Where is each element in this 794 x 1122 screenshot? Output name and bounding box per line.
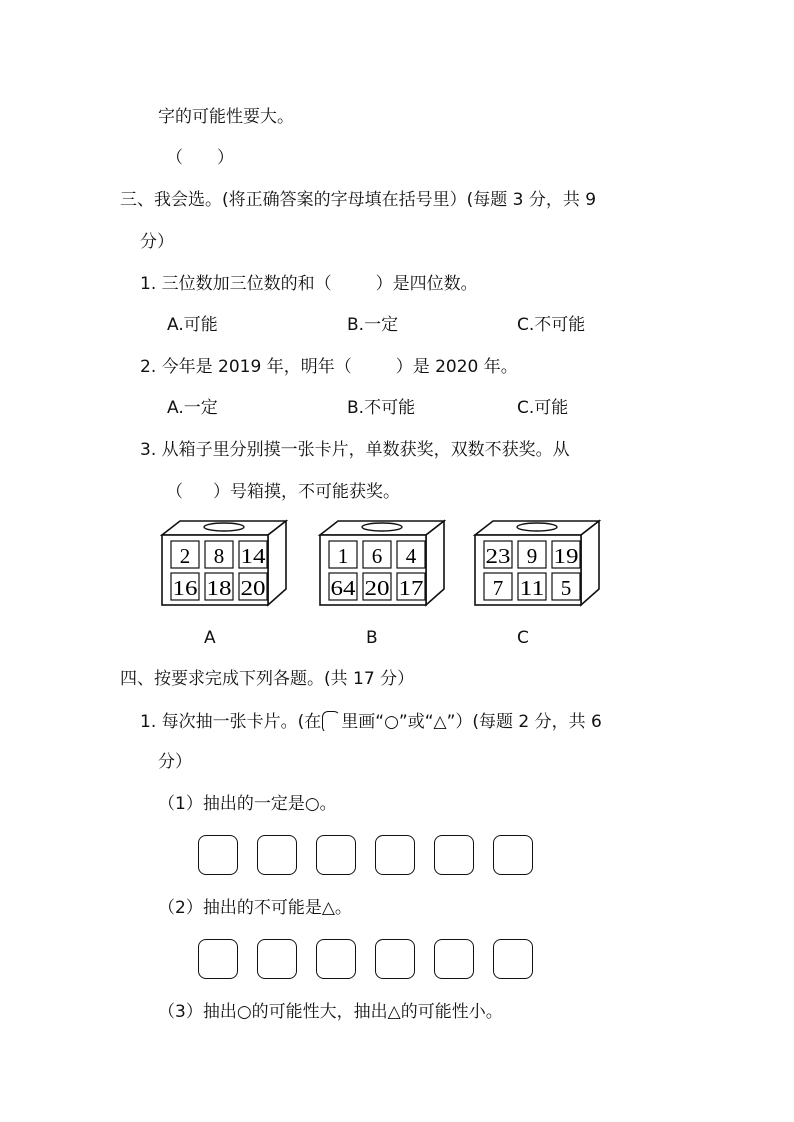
q3-question-line2 — [166, 481, 400, 503]
q1-option-c: C.不可能 — [517, 315, 586, 335]
box-side-face — [426, 521, 444, 605]
card-blank[interactable] — [493, 939, 533, 979]
card-row-2 — [198, 939, 533, 979]
card-blank[interactable] — [434, 939, 474, 979]
part-1-instruction: （1）抽出的一定是○。 — [158, 794, 337, 814]
card-blank[interactable] — [198, 835, 238, 875]
q1-question — [140, 273, 478, 295]
number-card-value: 19 — [553, 544, 579, 568]
number-card-value: 4 — [405, 544, 417, 568]
number-card-value: 5 — [560, 576, 572, 600]
s4-q1-line2: 分） — [158, 752, 192, 772]
number-card-value: 16 — [172, 576, 198, 600]
box-label-a: A — [204, 628, 216, 648]
box-a — [162, 521, 286, 605]
number-card-value: 9 — [526, 544, 538, 568]
card-blank[interactable] — [257, 835, 297, 875]
number-card-value: 8 — [213, 544, 225, 568]
q2-text-after: ）是 2020 年。 — [395, 357, 518, 377]
box-side-face — [268, 521, 286, 605]
q2-question — [140, 356, 518, 378]
q3-question-line1: 3. 从箱子里分别摸一张卡片，单数获奖，双数不获奖。从 — [140, 440, 570, 460]
q1-text-after: ）是四位数。 — [375, 274, 478, 294]
part-2-instruction: （2）抽出的不可能是△。 — [158, 898, 352, 918]
answer-paren[interactable]: （ ） — [166, 148, 234, 168]
q2-text-before: 2. 今年是 2019 年，明年（ — [140, 357, 352, 377]
number-card-value: 14 — [240, 544, 267, 568]
number-card-value: 1 — [337, 544, 349, 568]
q2-option-c: C.可能 — [517, 398, 569, 418]
part-3-instruction: （3）抽出○的可能性大，抽出△的可能性小。 — [158, 1002, 503, 1022]
q1-option-b: B.一定 — [347, 315, 399, 335]
q1-text-before: 1. 三位数加三位数的和（ — [140, 274, 332, 294]
s4-q1-line1 — [140, 711, 602, 733]
box-b — [320, 521, 444, 605]
number-card-value: 17 — [398, 576, 424, 600]
continued-statement: 字的可能性要大。 — [158, 107, 294, 127]
card-blank[interactable] — [434, 835, 474, 875]
s4-q1-text-before: 1. 每次抽一张卡片。(在 — [140, 712, 322, 732]
card-blank[interactable] — [375, 835, 415, 875]
number-card-value: 20 — [240, 576, 266, 600]
card-row-1 — [198, 835, 533, 875]
number-card-value: 6 — [371, 544, 383, 568]
card-blank[interactable] — [375, 939, 415, 979]
section3-heading-cont: 分） — [140, 232, 174, 252]
number-card-value: 23 — [485, 544, 511, 568]
card-blank[interactable] — [493, 835, 533, 875]
q2-option-a: A.一定 — [167, 398, 218, 418]
q1-option-a: A.可能 — [167, 315, 218, 335]
box-label-c: C — [517, 628, 529, 648]
box-side-face — [581, 521, 599, 605]
number-card-value: 11 — [519, 576, 545, 600]
number-card-value: 64 — [330, 576, 357, 600]
card-blank[interactable] — [316, 939, 356, 979]
card-blank[interactable] — [257, 939, 297, 979]
section3-heading: 三、我会选。(将正确答案的字母填在括号里）(每题 3 分，共 9 — [120, 190, 597, 210]
box-label-b: B — [366, 628, 378, 648]
number-card-value: 2 — [179, 544, 191, 568]
section4-heading: 四、按要求完成下列各题。(共 17 分） — [120, 669, 415, 689]
number-card-value: 18 — [206, 576, 232, 600]
q3-text-after: ）号箱摸，不可能获奖。 — [213, 482, 400, 502]
card-icon — [322, 711, 340, 733]
q2-option-b: B.不可能 — [347, 398, 416, 418]
number-card-value: 20 — [364, 576, 390, 600]
number-card-value: 7 — [492, 576, 504, 600]
s4-q1-text-after: 里画“○”或“△”）(每题 2 分，共 6 — [341, 712, 602, 732]
boxes-illustration — [158, 516, 608, 612]
box-c — [475, 521, 599, 605]
q3-paren-open: （ — [166, 482, 183, 502]
card-blank[interactable] — [316, 835, 356, 875]
card-blank[interactable] — [198, 939, 238, 979]
